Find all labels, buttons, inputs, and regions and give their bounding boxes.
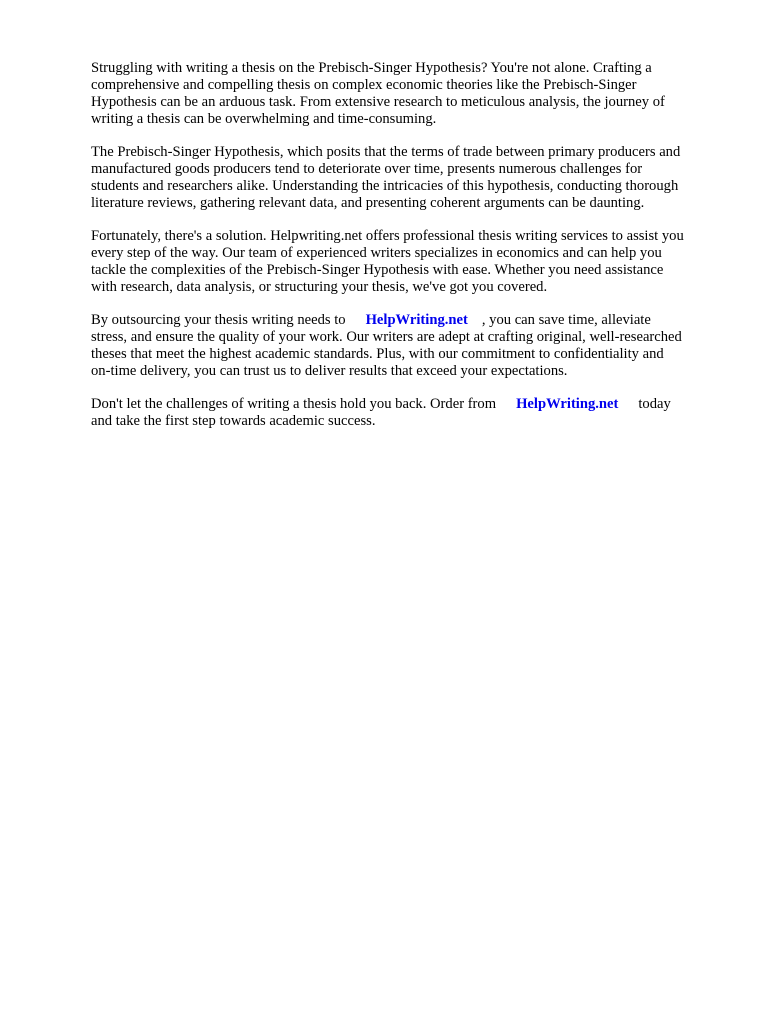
text-line: on-time delivery, you can trust us to deliver results that exceed your expectations. (91, 362, 568, 379)
helpwriting-link[interactable]: HelpWriting.net (516, 395, 619, 412)
text-line: tackle the complexities of the Prebisch-Singer Hypothesis with ease. Whether you need assistance (91, 261, 664, 278)
document-page (91, 60, 731, 445)
text-line-with-link (91, 312, 731, 329)
text-line: with research, data analysis, or structuring your thesis, we've got you covered. (91, 279, 548, 296)
text-line: students and researchers alike. Understanding the intricacies of this hypothesis, conducting thorough (91, 178, 679, 195)
text-line-with-link (91, 396, 731, 413)
text-segment: today (638, 395, 671, 412)
text-line: and take the first step towards academic success. (91, 412, 376, 429)
text-line: stress, and ensure the quality of your work. Our writers are adept at crafting original, well-researched (91, 328, 682, 345)
text-line: comprehensive and compelling thesis on complex economic theories like the Prebisch-Singer (91, 77, 637, 94)
paragraph-call-to-action (91, 396, 731, 430)
text-line: manufactured goods producers tend to deteriorate over time, presents numerous challenges for (91, 160, 643, 177)
text-segment: By outsourcing your thesis writing needs to (91, 311, 346, 328)
text-line: Hypothesis can be an arduous task. From extensive research to meticulous analysis, the journey of (91, 94, 665, 111)
text-line: Fortunately, there's a solution. Helpwriting.net offers professional thesis writing services to assist you (91, 227, 684, 244)
paragraph-outsourcing (91, 312, 731, 380)
paragraph-intro (91, 60, 731, 128)
text-line: every step of the way. Our team of experienced writers specializes in economics and can help you (91, 244, 662, 261)
text-segment: Don't let the challenges of writing a thesis hold you back. Order from (91, 395, 497, 412)
paragraph-solution (91, 228, 731, 296)
helpwriting-link[interactable]: HelpWriting.net (365, 311, 468, 328)
text-line: Struggling with writing a thesis on the Prebisch-Singer Hypothesis? You're not alone. Crafting a (91, 60, 652, 76)
paragraph-hypothesis (91, 144, 731, 212)
text-line: The Prebisch-Singer Hypothesis, which posits that the terms of trade between primary producers and (91, 143, 681, 160)
text-segment: , you can save time, alleviate (481, 311, 651, 328)
text-line: theses that meet the highest academic standards. Plus, with our commitment to confidentiality and (91, 345, 664, 362)
text-line: literature reviews, gathering relevant data, and presenting coherent arguments can be daunting. (91, 195, 645, 212)
text-line: writing a thesis can be overwhelming and time-consuming. (91, 111, 437, 128)
